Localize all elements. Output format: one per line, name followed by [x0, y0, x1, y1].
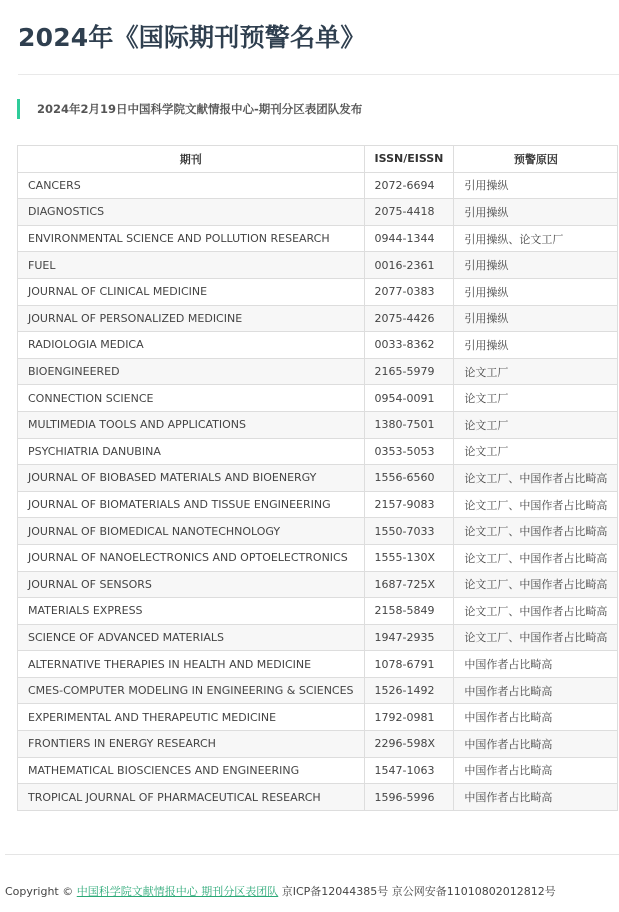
- footer-divider: [5, 854, 619, 855]
- journal-name-cell: MULTIMEDIA TOOLS AND APPLICATIONS: [18, 411, 365, 438]
- warning-reason-cell: 论文工厂: [454, 438, 618, 465]
- warning-reason-cell: 论文工厂、中国作者占比畸高: [454, 518, 618, 545]
- warning-reason-cell: 中国作者占比畸高: [454, 784, 618, 811]
- table-row: [18, 225, 618, 252]
- journal-name-cell: CONNECTION SCIENCE: [18, 385, 365, 412]
- table-row: [18, 411, 618, 438]
- issn-cell: 2165-5979: [364, 358, 454, 385]
- warning-reason-cell: 中国作者占比畸高: [454, 731, 618, 758]
- issn-cell: 1526-1492: [364, 677, 454, 704]
- table-row: [18, 544, 618, 571]
- table-row: [18, 278, 618, 305]
- journal-name-cell: ENVIRONMENTAL SCIENCE AND POLLUTION RESEARCH: [18, 225, 365, 252]
- table-row: [18, 704, 618, 731]
- journal-warning-table: [17, 145, 618, 811]
- journal-name-cell: JOURNAL OF NANOELECTRONICS AND OPTOELECTRONICS: [18, 544, 365, 571]
- warning-reason-cell: 论文工厂、中国作者占比畸高: [454, 544, 618, 571]
- warning-reason-cell: 论文工厂、中国作者占比畸高: [454, 598, 618, 625]
- table-row: [18, 438, 618, 465]
- journal-name-cell: MATERIALS EXPRESS: [18, 598, 365, 625]
- journal-name-cell: SCIENCE OF ADVANCED MATERIALS: [18, 624, 365, 651]
- column-header-reason: 预警原因: [454, 146, 618, 173]
- table-row: [18, 199, 618, 226]
- issn-cell: 1380-7501: [364, 411, 454, 438]
- warning-reason-cell: 引用操纵: [454, 252, 618, 279]
- warning-reason-cell: 中国作者占比畸高: [454, 757, 618, 784]
- table-header-row: [18, 146, 618, 173]
- journal-name-cell: ALTERNATIVE THERAPIES IN HEALTH AND MEDICINE: [18, 651, 365, 678]
- issn-cell: 2157-9083: [364, 491, 454, 518]
- issn-cell: 2158-5849: [364, 598, 454, 625]
- journal-name-cell: PSYCHIATRIA DANUBINA: [18, 438, 365, 465]
- issn-cell: 1078-6791: [364, 651, 454, 678]
- issn-cell: 1947-2935: [364, 624, 454, 651]
- journal-name-cell: CMES-COMPUTER MODELING IN ENGINEERING & SCIENCES: [18, 677, 365, 704]
- warning-reason-cell: 论文工厂、中国作者占比畸高: [454, 491, 618, 518]
- journal-name-cell: JOURNAL OF PERSONALIZED MEDICINE: [18, 305, 365, 332]
- warning-reason-cell: 引用操纵: [454, 305, 618, 332]
- issn-cell: 1556-6560: [364, 465, 454, 492]
- table-row: [18, 518, 618, 545]
- warning-reason-cell: 引用操纵: [454, 332, 618, 359]
- issn-cell: 1596-5996: [364, 784, 454, 811]
- warning-reason-cell: 中国作者占比畸高: [454, 651, 618, 678]
- issn-cell: 1792-0981: [364, 704, 454, 731]
- issn-cell: 0016-2361: [364, 252, 454, 279]
- column-header-journal: 期刊: [18, 146, 365, 173]
- table-row: [18, 491, 618, 518]
- journal-name-cell: DIAGNOSTICS: [18, 199, 365, 226]
- warning-reason-cell: 论文工厂: [454, 385, 618, 412]
- journal-name-cell: FRONTIERS IN ENERGY RESEARCH: [18, 731, 365, 758]
- warning-reason-cell: 论文工厂: [454, 411, 618, 438]
- footer: [5, 883, 556, 899]
- table-row: [18, 598, 618, 625]
- table-row: [18, 757, 618, 784]
- title-divider: [18, 74, 619, 75]
- issn-cell: 0033-8362: [364, 332, 454, 359]
- table-row: [18, 332, 618, 359]
- warning-reason-cell: 引用操纵: [454, 199, 618, 226]
- table-row: [18, 571, 618, 598]
- issn-cell: 1550-7033: [364, 518, 454, 545]
- journal-name-cell: JOURNAL OF SENSORS: [18, 571, 365, 598]
- journal-name-cell: BIOENGINEERED: [18, 358, 365, 385]
- issn-cell: 2072-6694: [364, 172, 454, 199]
- journal-name-cell: EXPERIMENTAL AND THERAPEUTIC MEDICINE: [18, 704, 365, 731]
- journal-name-cell: CANCERS: [18, 172, 365, 199]
- copyright-text: Copyright ©: [5, 885, 74, 898]
- warning-reason-cell: 引用操纵、论文工厂: [454, 225, 618, 252]
- team-link[interactable]: 中国科学院文献情报中心 期刊分区表团队: [76, 885, 279, 898]
- warning-reason-cell: 中国作者占比畸高: [454, 704, 618, 731]
- table-row: [18, 358, 618, 385]
- table-row: [18, 677, 618, 704]
- journal-name-cell: TROPICAL JOURNAL OF PHARMACEUTICAL RESEARCH: [18, 784, 365, 811]
- issn-cell: 1547-1063: [364, 757, 454, 784]
- issn-cell: 2075-4426: [364, 305, 454, 332]
- table-row: [18, 305, 618, 332]
- journal-name-cell: JOURNAL OF BIOMEDICAL NANOTECHNOLOGY: [18, 518, 365, 545]
- page-title: 2024年《国际期刊预警名单》: [18, 23, 366, 52]
- warning-reason-cell: 论文工厂: [454, 358, 618, 385]
- issn-cell: 2296-598X: [364, 731, 454, 758]
- journal-name-cell: JOURNAL OF CLINICAL MEDICINE: [18, 278, 365, 305]
- table-row: [18, 731, 618, 758]
- issn-cell: 1555-130X: [364, 544, 454, 571]
- issn-cell: 1687-725X: [364, 571, 454, 598]
- warning-reason-cell: 论文工厂、中国作者占比畸高: [454, 624, 618, 651]
- issn-cell: 0944-1344: [364, 225, 454, 252]
- police-record[interactable]: 京公网安备11010802012812号: [391, 885, 556, 898]
- table-row: [18, 172, 618, 199]
- publication-note: 2024年2月19日中国科学院文献情报中心-期刊分区表团队发布: [17, 99, 362, 119]
- warning-reason-cell: 论文工厂、中国作者占比畸高: [454, 465, 618, 492]
- table-row: [18, 651, 618, 678]
- table-row: [18, 465, 618, 492]
- journal-name-cell: MATHEMATICAL BIOSCIENCES AND ENGINEERING: [18, 757, 365, 784]
- issn-cell: 2075-4418: [364, 199, 454, 226]
- issn-cell: 0353-5053: [364, 438, 454, 465]
- issn-cell: 0954-0091: [364, 385, 454, 412]
- journal-name-cell: FUEL: [18, 252, 365, 279]
- warning-reason-cell: 中国作者占比畸高: [454, 677, 618, 704]
- table-row: [18, 624, 618, 651]
- journal-name-cell: RADIOLOGIA MEDICA: [18, 332, 365, 359]
- table-row: [18, 385, 618, 412]
- warning-reason-cell: 引用操纵: [454, 172, 618, 199]
- warning-reason-cell: 论文工厂、中国作者占比畸高: [454, 571, 618, 598]
- journal-name-cell: JOURNAL OF BIOMATERIALS AND TISSUE ENGINEERING: [18, 491, 365, 518]
- table-row: [18, 784, 618, 811]
- journal-name-cell: JOURNAL OF BIOBASED MATERIALS AND BIOENERGY: [18, 465, 365, 492]
- table-row: [18, 252, 618, 279]
- warning-reason-cell: 引用操纵: [454, 278, 618, 305]
- issn-cell: 2077-0383: [364, 278, 454, 305]
- icp-record[interactable]: 京ICP备12044385号: [281, 885, 389, 898]
- column-header-issn: ISSN/EISSN: [364, 146, 454, 173]
